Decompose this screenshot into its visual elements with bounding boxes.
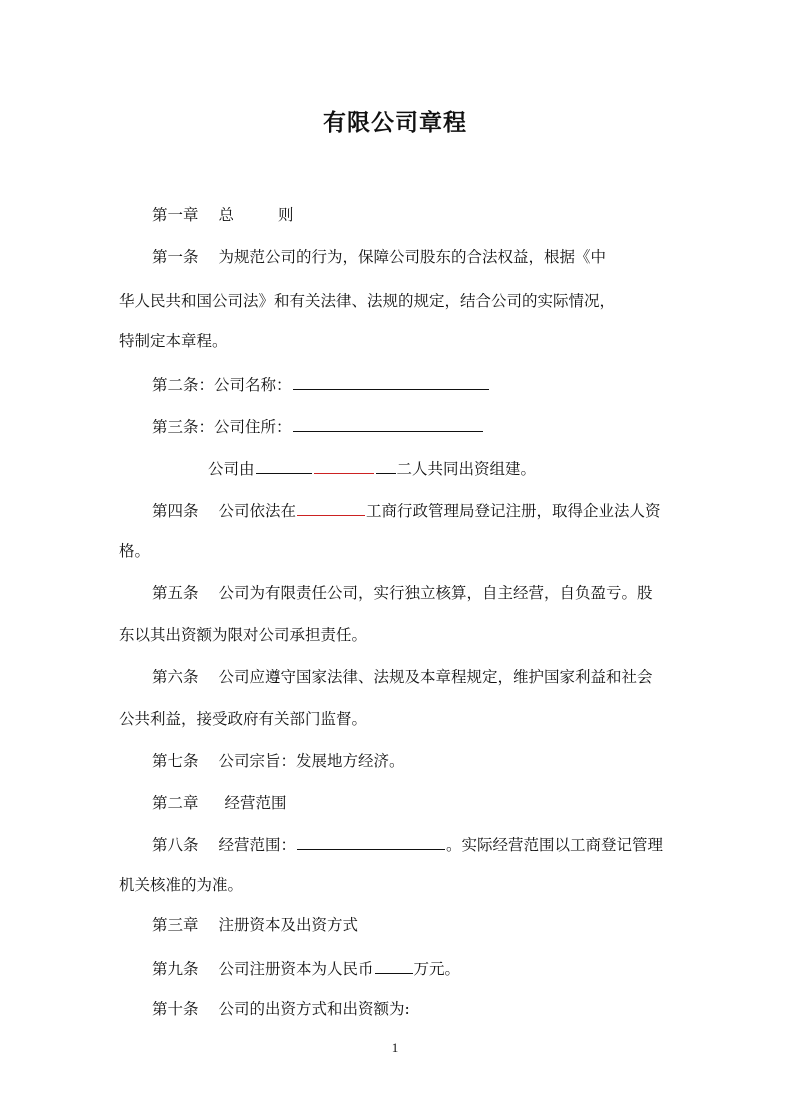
article-3 — [152, 414, 484, 438]
chapter-title: 注册资本及出资方式 — [218, 916, 359, 934]
founders-prefix: 公司由 — [208, 460, 255, 478]
article-4-line-2: 格。 — [119, 542, 151, 560]
article-label: 第二条：公司名称： — [152, 376, 292, 394]
article-8-line-2: 机关核准的为准。 — [119, 876, 244, 894]
article-7 — [152, 750, 405, 772]
article-6-line-1 — [152, 666, 653, 688]
article-2 — [152, 372, 490, 396]
article-label: 第九条 — [152, 960, 199, 978]
founders-suffix: 二人共同出资组建。 — [396, 460, 537, 478]
article-1-line-2: 华人民共和国公司法》和有关法律、法规的规定，结合公司的实际情况， — [119, 292, 616, 310]
founder-blank-2[interactable] — [314, 456, 374, 474]
article-text: 万元。 — [413, 960, 461, 978]
chapter-1-heading — [152, 204, 294, 226]
page-number: 1 — [391, 1040, 399, 1055]
article-text: 公司注册资本为人民币 — [218, 960, 374, 978]
founder-blank-3[interactable] — [376, 456, 396, 474]
chapter-title: 经营范围 — [224, 794, 287, 812]
article-9 — [152, 956, 460, 980]
article-label: 第十条 — [152, 1000, 199, 1018]
chapter-label: 第二章 — [152, 794, 199, 812]
founder-blank-1[interactable] — [256, 456, 312, 474]
article-text: 公司宗旨：发展地方经济。 — [218, 752, 405, 770]
founders-line — [208, 456, 536, 480]
article-4-line-1 — [152, 498, 661, 522]
chapter-title-part: 总 — [218, 206, 235, 224]
article-text: 公司应遵守国家法律、法规及本章程规定，维护国家利益和社会 — [218, 668, 653, 686]
chapter-label: 第一章 — [152, 206, 199, 224]
registration-authority-blank[interactable] — [297, 498, 365, 516]
article-text: 公司为有限责任公司，实行独立核算，自主经营，自负盈亏。股 — [218, 584, 653, 602]
chapter-title-part: 则 — [278, 206, 294, 224]
article-1-line-3: 特制定本章程。 — [119, 332, 228, 350]
chapter-3-heading — [152, 914, 358, 936]
article-label: 第四条 — [152, 502, 199, 520]
article-5-line-2: 东以其出资额为限对公司承担责任。 — [119, 626, 368, 644]
article-label: 第七条 — [152, 752, 199, 770]
article-text: 工商行政管理局登记注册，取得企业法人资 — [366, 502, 661, 520]
business-scope-blank[interactable] — [297, 832, 445, 850]
chapter-label: 第三章 — [152, 916, 199, 934]
article-6-line-2: 公共利益，接受政府有关部门监督。 — [119, 710, 368, 728]
article-label: 第八条 — [152, 836, 199, 854]
company-address-blank[interactable] — [293, 414, 483, 432]
chapter-2-heading — [152, 792, 287, 814]
article-text: 经营范围： — [218, 836, 297, 854]
article-label: 第一条 — [152, 248, 199, 266]
registered-capital-blank[interactable] — [375, 956, 413, 974]
article-text: 为规范公司的行为，保障公司股东的合法权益，根据《中 — [218, 248, 607, 266]
article-text: 公司的出资方式和出资额为: — [218, 1000, 410, 1018]
document-title: 有限公司章程 — [323, 109, 467, 136]
article-text: 。实际经营范围以工商登记管理 — [446, 836, 664, 854]
company-name-blank[interactable] — [293, 372, 489, 390]
article-8-line-1 — [152, 832, 663, 856]
article-label: 第六条 — [152, 668, 199, 686]
article-5-line-1 — [152, 582, 653, 604]
article-text: 公司依法在 — [218, 502, 297, 520]
article-label: 第五条 — [152, 584, 199, 602]
article-1-line-1 — [152, 246, 606, 268]
article-label: 第三条：公司住所： — [152, 418, 292, 436]
article-10 — [152, 998, 410, 1020]
